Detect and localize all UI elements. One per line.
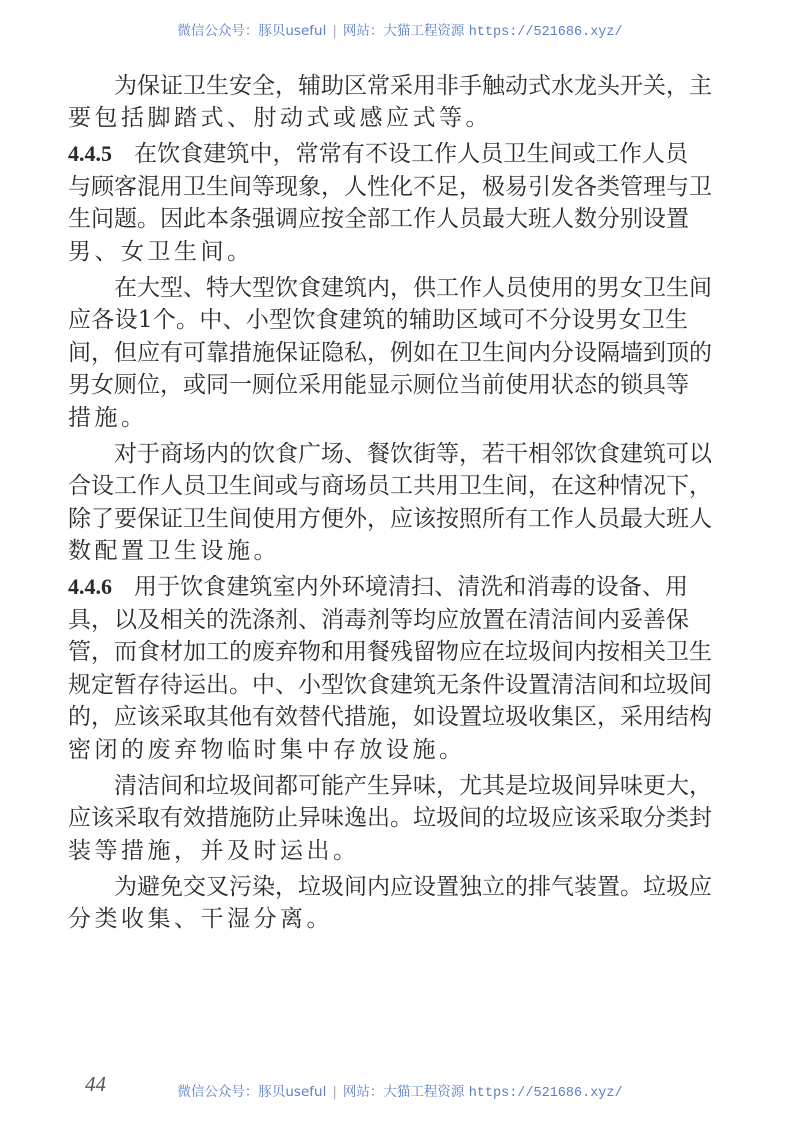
clause-4-4-5 (68, 138, 712, 268)
text-line (68, 571, 688, 604)
text-line (68, 138, 688, 171)
watermark-wechat: 微信公众号：豚贝useful (177, 1084, 327, 1100)
watermark-url: https://521686.xyz/ (468, 1086, 623, 1101)
watermark-wechat: 微信公众号：豚贝useful (177, 23, 327, 39)
line-text: 男、女卫生间。 (68, 238, 254, 265)
text-line (68, 535, 688, 568)
line-text: 装等措施，并及时运出。 (68, 837, 360, 864)
line-text: 密闭的废弃物临时集中存放设施。 (68, 736, 466, 763)
paragraph (68, 871, 712, 936)
line-text: 管，而食材加工的废弃物和用餐残留物应在垃圾间内按相关卫生 (68, 639, 712, 665)
text-line (68, 802, 712, 835)
line-text: 除了要保证卫生间使用方便外，应该按照所有工作人员最大班人 (68, 505, 712, 532)
text-line (68, 701, 712, 734)
text-line (68, 272, 712, 305)
watermark-site: 网站：大猫工程资源 (342, 23, 465, 39)
clause-number: 4.4.5 (68, 141, 112, 166)
text-line (68, 669, 712, 702)
text-line (68, 871, 712, 904)
text-line (68, 636, 712, 669)
text-line (68, 337, 712, 370)
paragraph (68, 438, 712, 568)
line-text: 的，应该采取其他有效替代措施，如设置垃圾收集区，采用结构 (68, 704, 712, 730)
document-body (68, 66, 712, 936)
line-text: 生问题。因此本条强调应按全部工作人员最大班人数分别设置 (68, 206, 689, 232)
text-line (68, 236, 688, 269)
text-line (68, 369, 688, 402)
text-line (68, 503, 712, 536)
page-number: 44 (85, 1072, 106, 1096)
text-line (68, 903, 688, 936)
text-line (68, 102, 688, 135)
line-text: 间，但应有可靠措施保证隐私，例如在卫生间内分设隔墙到顶的 (68, 339, 712, 366)
line-text: 在饮食建筑中，常常有不设工作人员卫生间或工作人员 (134, 141, 688, 167)
watermark-url: https://521686.xyz/ (468, 25, 623, 40)
text-line (68, 770, 712, 803)
text-line (68, 171, 712, 204)
line-text: 具，以及相关的洗涤剂、消毒剂等均应放置在清洁间内妥善保 (68, 606, 689, 633)
text-line (68, 470, 712, 503)
clause-number: 4.4.6 (68, 574, 112, 599)
paragraph (68, 70, 712, 135)
text-line (68, 70, 712, 103)
text-line (68, 438, 712, 471)
line-text: 合设工作人员卫生间或与商场员工共用卫生间，在这种情况下， (68, 473, 712, 499)
line-text: 与顾客混用卫生间等现象，人性化不足，极易引发各类管理与卫 (68, 173, 712, 200)
line-text: 分类收集、干湿分离。 (68, 906, 333, 932)
line-text: 规定暂存待运出。中、小型饮食建筑无条件设置清洁间和垃圾间 (68, 671, 712, 698)
paragraph (68, 770, 712, 868)
line-text: 应该采取有效措施防止异味逸出。垃圾间的垃圾应该采取分类封 (68, 805, 712, 831)
line-text: 应各设1个。中、小型饮食建筑的辅助区域可不分设男女卫生 (68, 307, 688, 333)
line-text: 数配置卫生设施。 (68, 538, 280, 564)
line-text: 用于饮食建筑室内外环境清扫、清洗和消毒的设备、用 (134, 574, 688, 600)
text-line (68, 304, 688, 337)
watermark-footer: 微信公众号：豚贝useful | 网站：大猫工程资源 https://521686.xyz/ (177, 1084, 623, 1101)
line-text: 对于商场内的饮食广场、餐饮街等，若干相邻饮食建筑可以 (114, 440, 712, 467)
text-line (68, 402, 688, 435)
watermark-site: 网站：大猫工程资源 (342, 1084, 465, 1100)
clause-4-4-6 (68, 571, 712, 766)
line-text: 要包括脚踏式、肘动式或感应式等。 (68, 105, 492, 131)
text-line (68, 734, 688, 767)
line-text: 措施。 (68, 404, 148, 431)
text-line (68, 835, 688, 868)
line-text: 在大型、特大型饮食建筑内，供工作人员使用的男女卫生间 (114, 274, 712, 301)
watermark-header: 微信公众号：豚贝useful | 网站：大猫工程资源 https://521686.xyz/ (177, 23, 623, 40)
text-line (68, 203, 688, 236)
line-text: 为避免交叉污染，垃圾间内应设置独立的排气装置。垃圾应 (114, 873, 712, 900)
line-text: 男女厕位，或同一厕位采用能显示厕位当前使用状态的锁具等 (68, 372, 689, 398)
line-text: 清洁间和垃圾间都可能产生异味，尤其是垃圾间异味更大， (114, 772, 712, 799)
paragraph (68, 272, 712, 435)
line-text: 为保证卫生安全，辅助区常采用非手触动式水龙头开关，主 (114, 72, 712, 99)
text-line (68, 604, 688, 637)
